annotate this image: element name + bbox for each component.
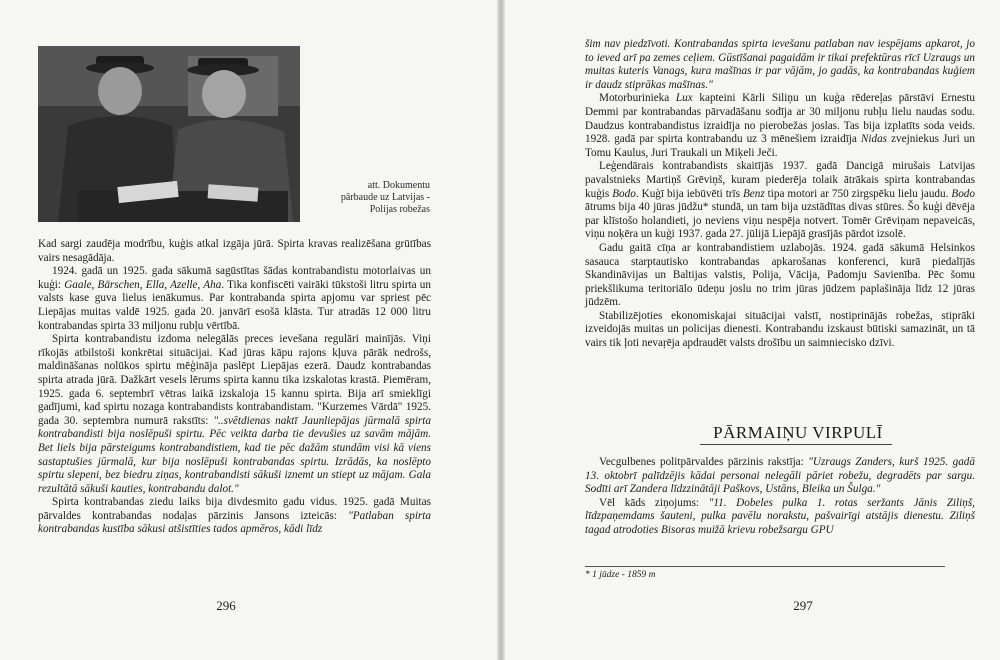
page-right [505, 0, 1000, 660]
body-paragraph: Gadu gaitā cīņa ar kontrabandistiem uzlabojās. 1924. gadā sākumā Helsinkos sasauca starptautisko kontrabandas apkarošanas konferenci, kurā piedalījās Skandināvijas un Baltijas valstis, Polija, Vācija, Padomju Savienība. Pēc šomu priekšlikuma teritoriālo ūdeņu joslu no trim jūras jūdzem paplašināja līdz 12 jūras jūdzēm. [585, 241, 975, 309]
caption-line: att. Dokumentu [367, 180, 430, 191]
body-paragraph: Spirta kontrabandistu izdoma nelegālās preces ievešana regulāri mainījās. Viņi rīkojās atbilstoši konkrētai situācijai. Kad jūras kāpu rajons kļuva pārāk nedrošs, maldināšanas nolūkos spirtu mēģināja paslēpt Liepājas ezerā. Daudz kontrabandas spirta atrada jūrā. Dažkārt vesels lērums spirta kannu tika izskalotas krastā. Piemēram, 1925. gada 6. septembrī vētras laikā izskaloja 15 kannu spirta. Bija arī smieklīgi gadījumi, kad spirtu nozaga kontrabandists kontrabandistam. "Kurzemes Vārdā" 1925. gada 30. septembra numurā rakstīts: "..svētdienas naktī Jaunliepājas jūrmalā spirta kontrabandisti bija noslēpuši spirtu. Pēc veikta darba tie devušies uz savām mājām. Bet liels bija pārsteigums kontrabandistiem, kad tie pēc dažām stundām visi kā viens sastaptušies jūrmalā, kur bija noslēpuši kontrabandas spirtu. Izrādās, ka noslēpto spirtu slepeni, bez biedru ziņas, kontrabandisti sākuši iznemt un stiept uz mājam. Gala rezultātā sākuši kauties, kontrabandu dalot." [38, 333, 431, 495]
book-gutter [497, 0, 505, 660]
footnote-rule [585, 566, 945, 567]
body-paragraph: Kad sargi zaudēja modrību, kuģis atkal izgāja jūrā. Spirta kravas realizēšana grūtības vairs nesagādāja. [38, 238, 431, 264]
body-paragraph: Vēl kāds ziņojums: "11. Dobeles pulka 1. rotas seržants Jānis Ziliņš, līdzpaņemdams šauteni, pulka pavēlu norakstu, pašvairīgi atstājis dienestu. Ziliņš tagad atrodoties Bisoras muižā krievu robežsargu GPU [585, 496, 975, 536]
right-body-text [585, 38, 975, 351]
historical-photo [38, 46, 300, 222]
caption-line: Polijas robežas [369, 204, 430, 215]
footnote: * 1 jūdze - 1859 m [585, 570, 656, 580]
body-paragraph: Motorburinieka Lux kapteini Kārli Siliņu un kuģa rēdereļas pārstāvi Ernestu Demmi par kontrabandas pārvadāšanu sodīja ar 30 miljonu rubļu lielu naudas sodu. Daudzus kontrabandistus izraidīja no pierobežas joslas. Tas bija izplatīts soda veids. 1928. gadā par spirta kontrabandu uz 3 mēnešiem izraidīja Nidas zvejniekus Juri un Tomu Kaulus, Juri Traukali un Miķeli Ječi. [585, 92, 975, 159]
page-number-right: 297 [793, 598, 813, 613]
body-paragraph: Vecgulbenes politpārvaldes pārzinis rakstīja: "Uzraugs Zanders, kurš 1925. gadā 13. oktobrī palīdzējis kādai personai nelegāli pāriet robežu, degradēts par sargu. Sodīti arī Zandera līdzzinātāji Paškovs, Ustāns, Bleika un Šulga." [585, 456, 975, 496]
body-paragraph: Stabilizējoties ekonomiskajai situācijai valstī, nostiprinājās robežas, stiprāki izveidojās muitas un policijas dienesti. Kontrabandu izskaust būtiski samazināt, un tā vairs tik ļoti nevaŗēja apdraudēt valsts drošību un saimniecisko dzīvi. [585, 309, 975, 350]
page-left [0, 0, 497, 660]
heading-underline [700, 444, 892, 445]
caption-line: pārbaude uz Latvijas - [340, 192, 430, 203]
section-heading: PĀRMAIŅU VIRPULĪ [713, 423, 883, 442]
body-paragraph: 1924. gadā un 1925. gada sākumā sagūstītas šādas kontrabandistu motorlaivas un kuģi: Gaale, Bärschen, Ella, Azelle, Aha. Tika konfiscēti vairāki tūkstoši litru spirta un valsts kase guva lielus ienākumus. Par kontrabanda spirta apjomu var spriest pēc Liepājas muitas valdē 1925. gada 20. janvārī esošā klāsta. Tur atradās 12 000 litru kontrabandas spirta 33 miljonu rubļu vērtībā. [38, 265, 431, 332]
body-paragraph: Spirta kontrabandas ziedu laiks bija divdesmito gadu vidus. 1925. gadā Muitas pārvaldes kontrabandas nodaļas pārzinis Jansons izteicās: "Patlaban spirta kontrabandas kustība sākusi atšistīties tados apmēros, kādi līdz [38, 496, 431, 536]
left-body-text [38, 238, 431, 537]
photo-caption [300, 180, 430, 216]
right-body-text-2 [585, 456, 975, 538]
body-paragraph: Leģendārais kontrabandists skaitījās 1937. gadā Dancigā mirušais Latvijas pavalstnieks Martiņš Grēviņš, kuram piederēja tolaik ātrākais spirta kontrabandas kuģis Bodo. Kuģī bija iebūvēti trīs Benz tipa motori ar 750 zirgspēku lielu jaudu. Bodo ātrums bija 40 jūras jūdžu* stundā, un tam bija uzstādītas divas stūres. Šo kuģi dēvēja par klīstošo holandieti, jo neviens viņu nespēja notvert. Tomēr Grēviņam nepaveicās, viņu noķēra un kuģi 1937. gada 27. jūlijā Liepājā grasījās pārdot izsolē. [585, 160, 975, 241]
page-number-left: 296 [216, 598, 236, 613]
body-paragraph: šim nav piedzīvoti. Kontrabandas spirta ievešanu patlaban nav iespējams apkarot, jo to ieved arī pa zemes ceļiem. Gūstīšanai pagaidām ir tikai prefektūras rīcī Uzraugs un muitas kuteris Vanags, kura mašīnas ir par vājām, jo gadās, ka kontrabandas kuģiem ir daudz stiprākas mašīnas." [585, 38, 975, 91]
photo-two-officers-illustration [38, 46, 300, 222]
